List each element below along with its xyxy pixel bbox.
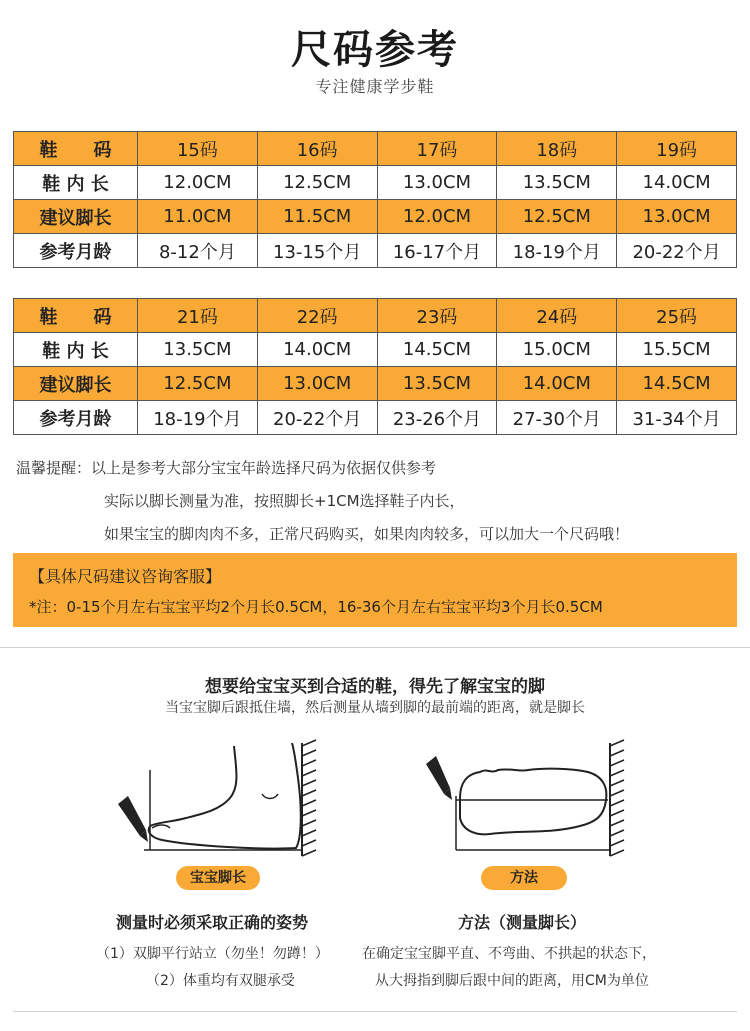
notice-note: *注：0-15个月左右宝宝平均2个月长0.5CM，16-36个月左右宝宝平均3个月长0.5CM (29, 598, 603, 616)
table-cell: 13.0CM (257, 367, 377, 401)
table-cell: 20-22个月 (617, 234, 737, 268)
row-label: 鞋 码 (14, 299, 138, 333)
pencil-icon (426, 756, 452, 800)
row-label: 建议脚长 (14, 200, 138, 234)
table-cell: 11.0CM (138, 200, 258, 234)
table-cell: 18-19个月 (497, 234, 617, 268)
table-cell: 31-34个月 (617, 401, 737, 435)
table-cell: 12.5CM (257, 166, 377, 200)
method-pill: 方法 (481, 866, 567, 890)
tips-line-3: 如果宝宝的脚肉肉不多，正常尺码购买，如果肉肉较多，可以加大一个尺码哦！ (104, 525, 630, 543)
table-cell: 24码 (497, 299, 617, 333)
table-cell: 23码 (377, 299, 497, 333)
table-cell: 8-12个月 (138, 234, 258, 268)
tips-block (16, 452, 629, 551)
table-row-foot-length (14, 367, 737, 401)
page-subtitle: 专注健康学步鞋 (315, 77, 435, 96)
table-cell: 14.5CM (377, 333, 497, 367)
table-row-size (14, 299, 737, 333)
notice-title: 【具体尺码建议咨询客服】 (29, 567, 222, 586)
size-table-2 (13, 298, 737, 435)
table-row-inner-length (14, 166, 737, 200)
table-cell: 15.0CM (497, 333, 617, 367)
row-label: 鞋 码 (14, 132, 138, 166)
table-cell: 25码 (617, 299, 737, 333)
row-label: 建议脚长 (14, 367, 138, 401)
table-cell: 12.0CM (377, 200, 497, 234)
table-cell: 20-22个月 (257, 401, 377, 435)
table-cell: 12.5CM (497, 200, 617, 234)
measure-heading: 想要给宝宝买到合适的鞋，得先了解宝宝的脚 (205, 677, 545, 697)
table-cell: 13.5CM (138, 333, 258, 367)
table-cell: 12.5CM (138, 367, 258, 401)
table-cell: 14.0CM (497, 367, 617, 401)
table-cell: 13-15个月 (257, 234, 377, 268)
table-cell: 11.5CM (257, 200, 377, 234)
table-cell: 13.5CM (377, 367, 497, 401)
table-cell: 21码 (138, 299, 258, 333)
notice-box (13, 553, 737, 627)
table-cell: 19码 (617, 132, 737, 166)
pencil-icon (118, 796, 148, 842)
table-cell: 16码 (257, 132, 377, 166)
table-cell: 14.5CM (617, 367, 737, 401)
wall-icon (610, 740, 624, 856)
foot-length-pill: 宝宝脚长 (176, 866, 260, 890)
table-row-age (14, 234, 737, 268)
wall-icon (302, 740, 316, 856)
measure-subheading: 当宝宝脚后跟抵住墙，然后测量从墙到脚的最前端的距离，就是脚长 (165, 700, 585, 716)
table-cell: 14.0CM (257, 333, 377, 367)
table-row-size (14, 132, 737, 166)
table-cell: 13.0CM (617, 200, 737, 234)
table-row-inner-length (14, 333, 737, 367)
posture-title: 测量时必须采取正确的姿势 (116, 913, 309, 932)
table-cell: 13.0CM (377, 166, 497, 200)
table-cell: 15码 (138, 132, 258, 166)
table-cell: 27-30个月 (497, 401, 617, 435)
table-cell: 15.5CM (617, 333, 737, 367)
table-row-foot-length (14, 200, 737, 234)
section-divider (0, 647, 750, 648)
method-title: 方法（测量脚长） (458, 913, 587, 932)
row-label: 参考月龄 (14, 234, 138, 268)
tips-line-1: 温馨提醒：以上是参考大部分宝宝年龄选择尺码为依据仅供参考 (16, 459, 437, 477)
bottom-divider (13, 1011, 737, 1012)
method-line-1: 在确定宝宝脚平直、不弯曲、不拱起的状态下， (362, 946, 656, 962)
page-title: 尺码参考 (291, 27, 459, 73)
table-cell: 13.5CM (497, 166, 617, 200)
size-table-1 (13, 131, 737, 268)
table-cell: 18码 (497, 132, 617, 166)
posture-line-1: （1）双脚平行站立（勿坐！勿蹲！） (96, 946, 329, 962)
table-cell: 18-19个月 (138, 401, 258, 435)
row-label: 参考月龄 (14, 401, 138, 435)
foot-top-icon (420, 738, 635, 858)
table-cell: 14.0CM (617, 166, 737, 200)
tips-line-2: 实际以脚长测量为准，按照脚长+1CM选择鞋子内长， (104, 492, 465, 510)
posture-line-2: （2）体重均有双腿承受 (146, 973, 295, 989)
foot-side-icon (112, 738, 327, 858)
table-cell: 23-26个月 (377, 401, 497, 435)
table-cell: 16-17个月 (377, 234, 497, 268)
table-row-age (14, 401, 737, 435)
table-cell: 22码 (257, 299, 377, 333)
method-line-2: 从大拇指到脚后跟中间的距离，用CM为单位 (375, 973, 649, 989)
row-label: 鞋 内 长 (14, 166, 138, 200)
table-cell: 12.0CM (138, 166, 258, 200)
table-cell: 17码 (377, 132, 497, 166)
row-label: 鞋 内 长 (14, 333, 138, 367)
